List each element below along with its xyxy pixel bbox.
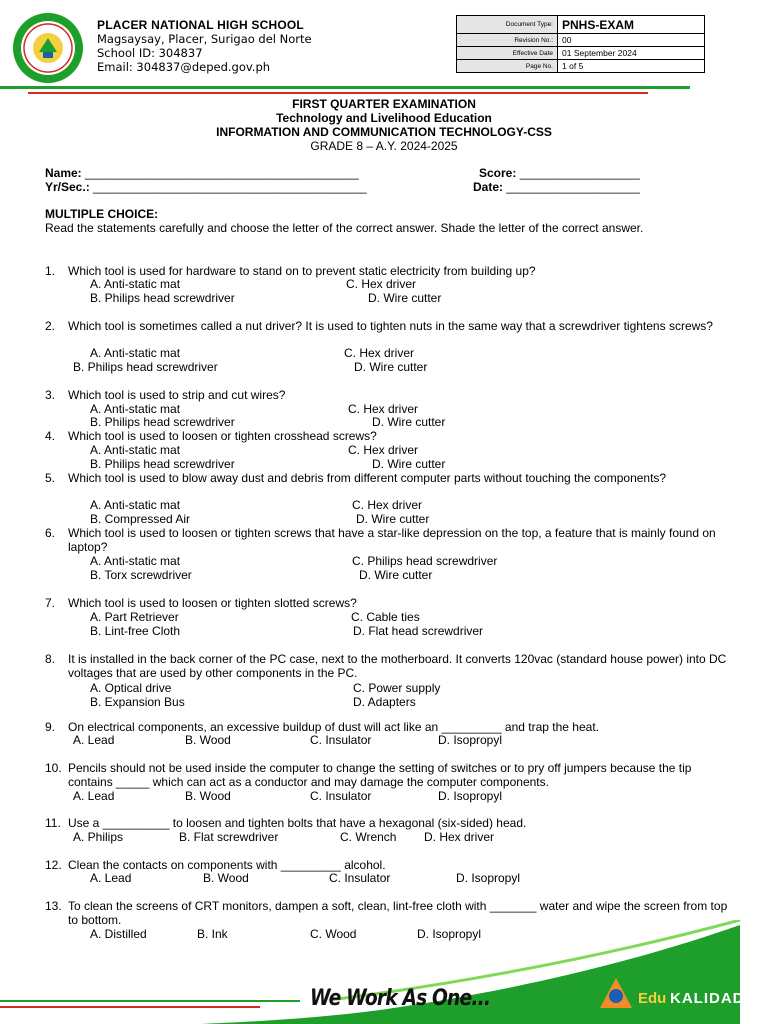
question-text: Which tool is used to loosen or tighten slotted screws? — [68, 596, 357, 610]
option[interactable]: C. Hex driver — [346, 277, 417, 291]
question-text: Which tool is used to blow away dust and debris from different computer parts without touching the components? — [68, 471, 667, 485]
doc-value: 00 — [558, 34, 705, 47]
option[interactable]: D. Wire cutter — [359, 568, 433, 582]
question-number: 8. — [45, 652, 56, 666]
option[interactable]: A. Lead — [73, 789, 115, 803]
question-number: 4. — [45, 429, 56, 443]
option[interactable]: B. Wood — [203, 871, 249, 885]
option[interactable]: D. Isopropyl — [438, 733, 503, 747]
option[interactable]: C. Hex driver — [344, 346, 415, 360]
edukalidad-text-edu: Edu — [638, 990, 667, 1007]
option[interactable]: B. Lint-free Cloth — [90, 624, 181, 638]
option[interactable]: D. Wire cutter — [372, 457, 446, 471]
option[interactable]: D. Wire cutter — [356, 512, 430, 526]
option[interactable]: D. Isopropyl — [438, 789, 503, 803]
doc-key: Document Type: — [457, 16, 558, 34]
question-text: Which tool is used to loosen or tighten crosshead screws? — [68, 429, 377, 443]
question-text: Which tool is used to strip and cut wires? — [68, 388, 286, 402]
option[interactable]: D. Wire cutter — [372, 415, 446, 429]
option[interactable]: C. Hex driver — [352, 498, 423, 512]
option[interactable]: C. Philips head screwdriver — [352, 554, 498, 568]
doc-value: 1 of 5 — [558, 60, 705, 73]
score-label: Score: — [479, 166, 517, 180]
document-info-table — [456, 15, 705, 73]
doc-value: PNHS-EXAM — [558, 16, 705, 34]
option[interactable]: A. Anti-static mat — [90, 346, 181, 360]
option[interactable]: C. Insulator — [310, 733, 372, 747]
question-text: Which tool is used to loosen or tighten screws that have a star-like depression on the top, a feature that is mainly found on laptop? — [68, 526, 716, 554]
grade-title: GRADE 8 – A.Y. 2024-2025 — [310, 139, 458, 153]
option[interactable]: D. Flat head screwdriver — [353, 624, 484, 638]
option[interactable]: B. Wood — [185, 789, 231, 803]
question-number: 11. — [45, 816, 61, 830]
date-field[interactable] — [473, 180, 640, 194]
school-info — [97, 18, 312, 74]
option[interactable]: B. Philips head screwdriver — [73, 360, 218, 374]
section-title: MULTIPLE CHOICE: — [45, 207, 159, 221]
school-name: PLACER NATIONAL HIGH SCHOOL — [97, 18, 304, 32]
question-text: It is installed in the back corner of the PC case, next to the motherboard. It converts 120vac (standard house power) into DC voltages that are used by other components in the PC. — [68, 652, 727, 680]
option[interactable]: A. Optical drive — [90, 681, 172, 695]
name-label: Name: — [45, 166, 82, 180]
option[interactable]: C. Wrench — [340, 830, 397, 844]
option[interactable]: D. Isopropyl — [417, 927, 482, 941]
section-instructions: Read the statements carefully and choose the letter of the correct answer. Shade the letter of the correct answer. — [45, 221, 644, 235]
question-number: 1. — [45, 264, 56, 278]
course-title: INFORMATION AND COMMUNICATION TECHNOLOGY-CSS — [216, 125, 552, 139]
option[interactable]: B. Torx screwdriver — [90, 568, 192, 582]
doc-value: 01 September 2024 — [558, 47, 705, 60]
option[interactable]: B. Expansion Bus — [90, 695, 185, 709]
question-text: Which tool is used for hardware to stand on to prevent static electricity from building up? — [68, 264, 536, 278]
score-field[interactable] — [479, 166, 640, 180]
option[interactable]: A. Distilled — [90, 927, 147, 941]
option[interactable]: A. Lead — [73, 733, 115, 747]
question-number: 12. — [45, 858, 62, 872]
question-number: 7. — [45, 596, 56, 610]
doc-key: Effective Date — [457, 47, 558, 60]
question-number: 6. — [45, 526, 56, 540]
exam-title: FIRST QUARTER EXAMINATION — [292, 97, 476, 111]
option[interactable]: C. Insulator — [329, 871, 391, 885]
school-email: Email: 304837@deped.gov.ph — [97, 60, 271, 74]
header-divider-green — [0, 86, 690, 89]
yrsec-field[interactable] — [45, 180, 367, 194]
date-label: Date: — [473, 180, 504, 194]
question-text: Pencils should not be used inside the computer to change the setting of switches or to pry off jumpers because the tip contains _____ which can act as a conductor and may damage the computer components. — [68, 761, 692, 789]
option[interactable]: A. Anti-static mat — [90, 443, 181, 457]
option[interactable]: C. Power supply — [353, 681, 441, 695]
score-blank: __________________ — [519, 166, 640, 180]
option[interactable]: B. Philips head screwdriver — [90, 291, 235, 305]
multiple-choice-section — [45, 207, 735, 235]
doc-key: Revision No.: — [457, 34, 558, 47]
question-number: 10. — [45, 761, 62, 775]
footer-motto: We Work As One... — [310, 986, 491, 1011]
question-text: Clean the contacts on components with _________ alcohol. — [68, 858, 386, 872]
option[interactable]: B. Compressed Air — [90, 512, 191, 526]
option[interactable]: A. Lead — [90, 871, 132, 885]
name-field[interactable] — [45, 166, 359, 180]
option[interactable]: D. Wire cutter — [354, 360, 428, 374]
question-text: To clean the screens of CRT monitors, dampen a soft, clean, lint-free cloth with _______ water and wipe the screen from top to bottom. — [68, 899, 728, 927]
option[interactable]: C. Hex driver — [348, 402, 419, 416]
option[interactable]: D. Hex driver — [424, 830, 495, 844]
option[interactable]: A. Anti-static mat — [90, 498, 181, 512]
edukalidad-logo — [596, 972, 746, 1016]
option[interactable]: C. Wood — [310, 927, 357, 941]
yrsec-label: Yr/Sec.: — [45, 180, 90, 194]
option[interactable]: A. Part Retriever — [90, 610, 179, 624]
question-number: 5. — [45, 471, 56, 485]
doc-key: Page No. — [457, 60, 558, 73]
edukalidad-emblem-icon — [596, 974, 636, 1014]
date-blank: ____________________ — [506, 180, 640, 194]
school-id: School ID: 304837 — [97, 46, 203, 60]
subject-title: Technology and Livelihood Education — [276, 111, 492, 125]
question-text: Which tool is sometimes called a nut driver? It is used to tighten nuts in the same way that a screwdriver tightens screws? — [68, 319, 713, 333]
question-number: 3. — [45, 388, 56, 402]
name-blank: _________________________________________ — [85, 166, 359, 180]
option[interactable]: B. Flat screwdriver — [179, 830, 279, 844]
option[interactable]: A. Anti-static mat — [90, 402, 181, 416]
option[interactable]: C. Hex driver — [348, 443, 419, 457]
question-number: 2. — [45, 319, 56, 333]
school-address: Magsaysay, Placer, Surigao del Norte — [97, 32, 312, 46]
option[interactable]: B. Ink — [197, 927, 228, 941]
header-divider-red — [28, 92, 648, 94]
school-seal-logo — [12, 12, 84, 84]
question-number: 13. — [45, 899, 62, 913]
option[interactable]: C. Insulator — [310, 789, 372, 803]
exam-title-block — [0, 97, 768, 153]
option[interactable]: D. Adapters — [353, 695, 416, 709]
option[interactable]: C. Cable ties — [351, 610, 420, 624]
question-number: 9. — [45, 720, 56, 734]
option[interactable]: B. Wood — [185, 733, 231, 747]
option[interactable]: A. Philips — [73, 830, 124, 844]
edukalidad-text-kalidad: KALIDAD — [670, 990, 745, 1007]
yrsec-blank: _________________________________________ — [93, 180, 367, 194]
question-text: On electrical components, an excessive buildup of dust will act like an _________ and trap the heat. — [68, 720, 599, 734]
option[interactable]: A. Anti-static mat — [90, 277, 181, 291]
option[interactable]: D. Wire cutter — [368, 291, 442, 305]
option[interactable]: A. Anti-static mat — [90, 554, 181, 568]
option[interactable]: B. Philips head screwdriver — [90, 415, 235, 429]
option[interactable]: D. Isopropyl — [456, 871, 521, 885]
question-text: Use a __________ to loosen and tighten bolts that have a hexagonal (six-sided) head. — [68, 816, 527, 830]
option[interactable]: B. Philips head screwdriver — [90, 457, 235, 471]
